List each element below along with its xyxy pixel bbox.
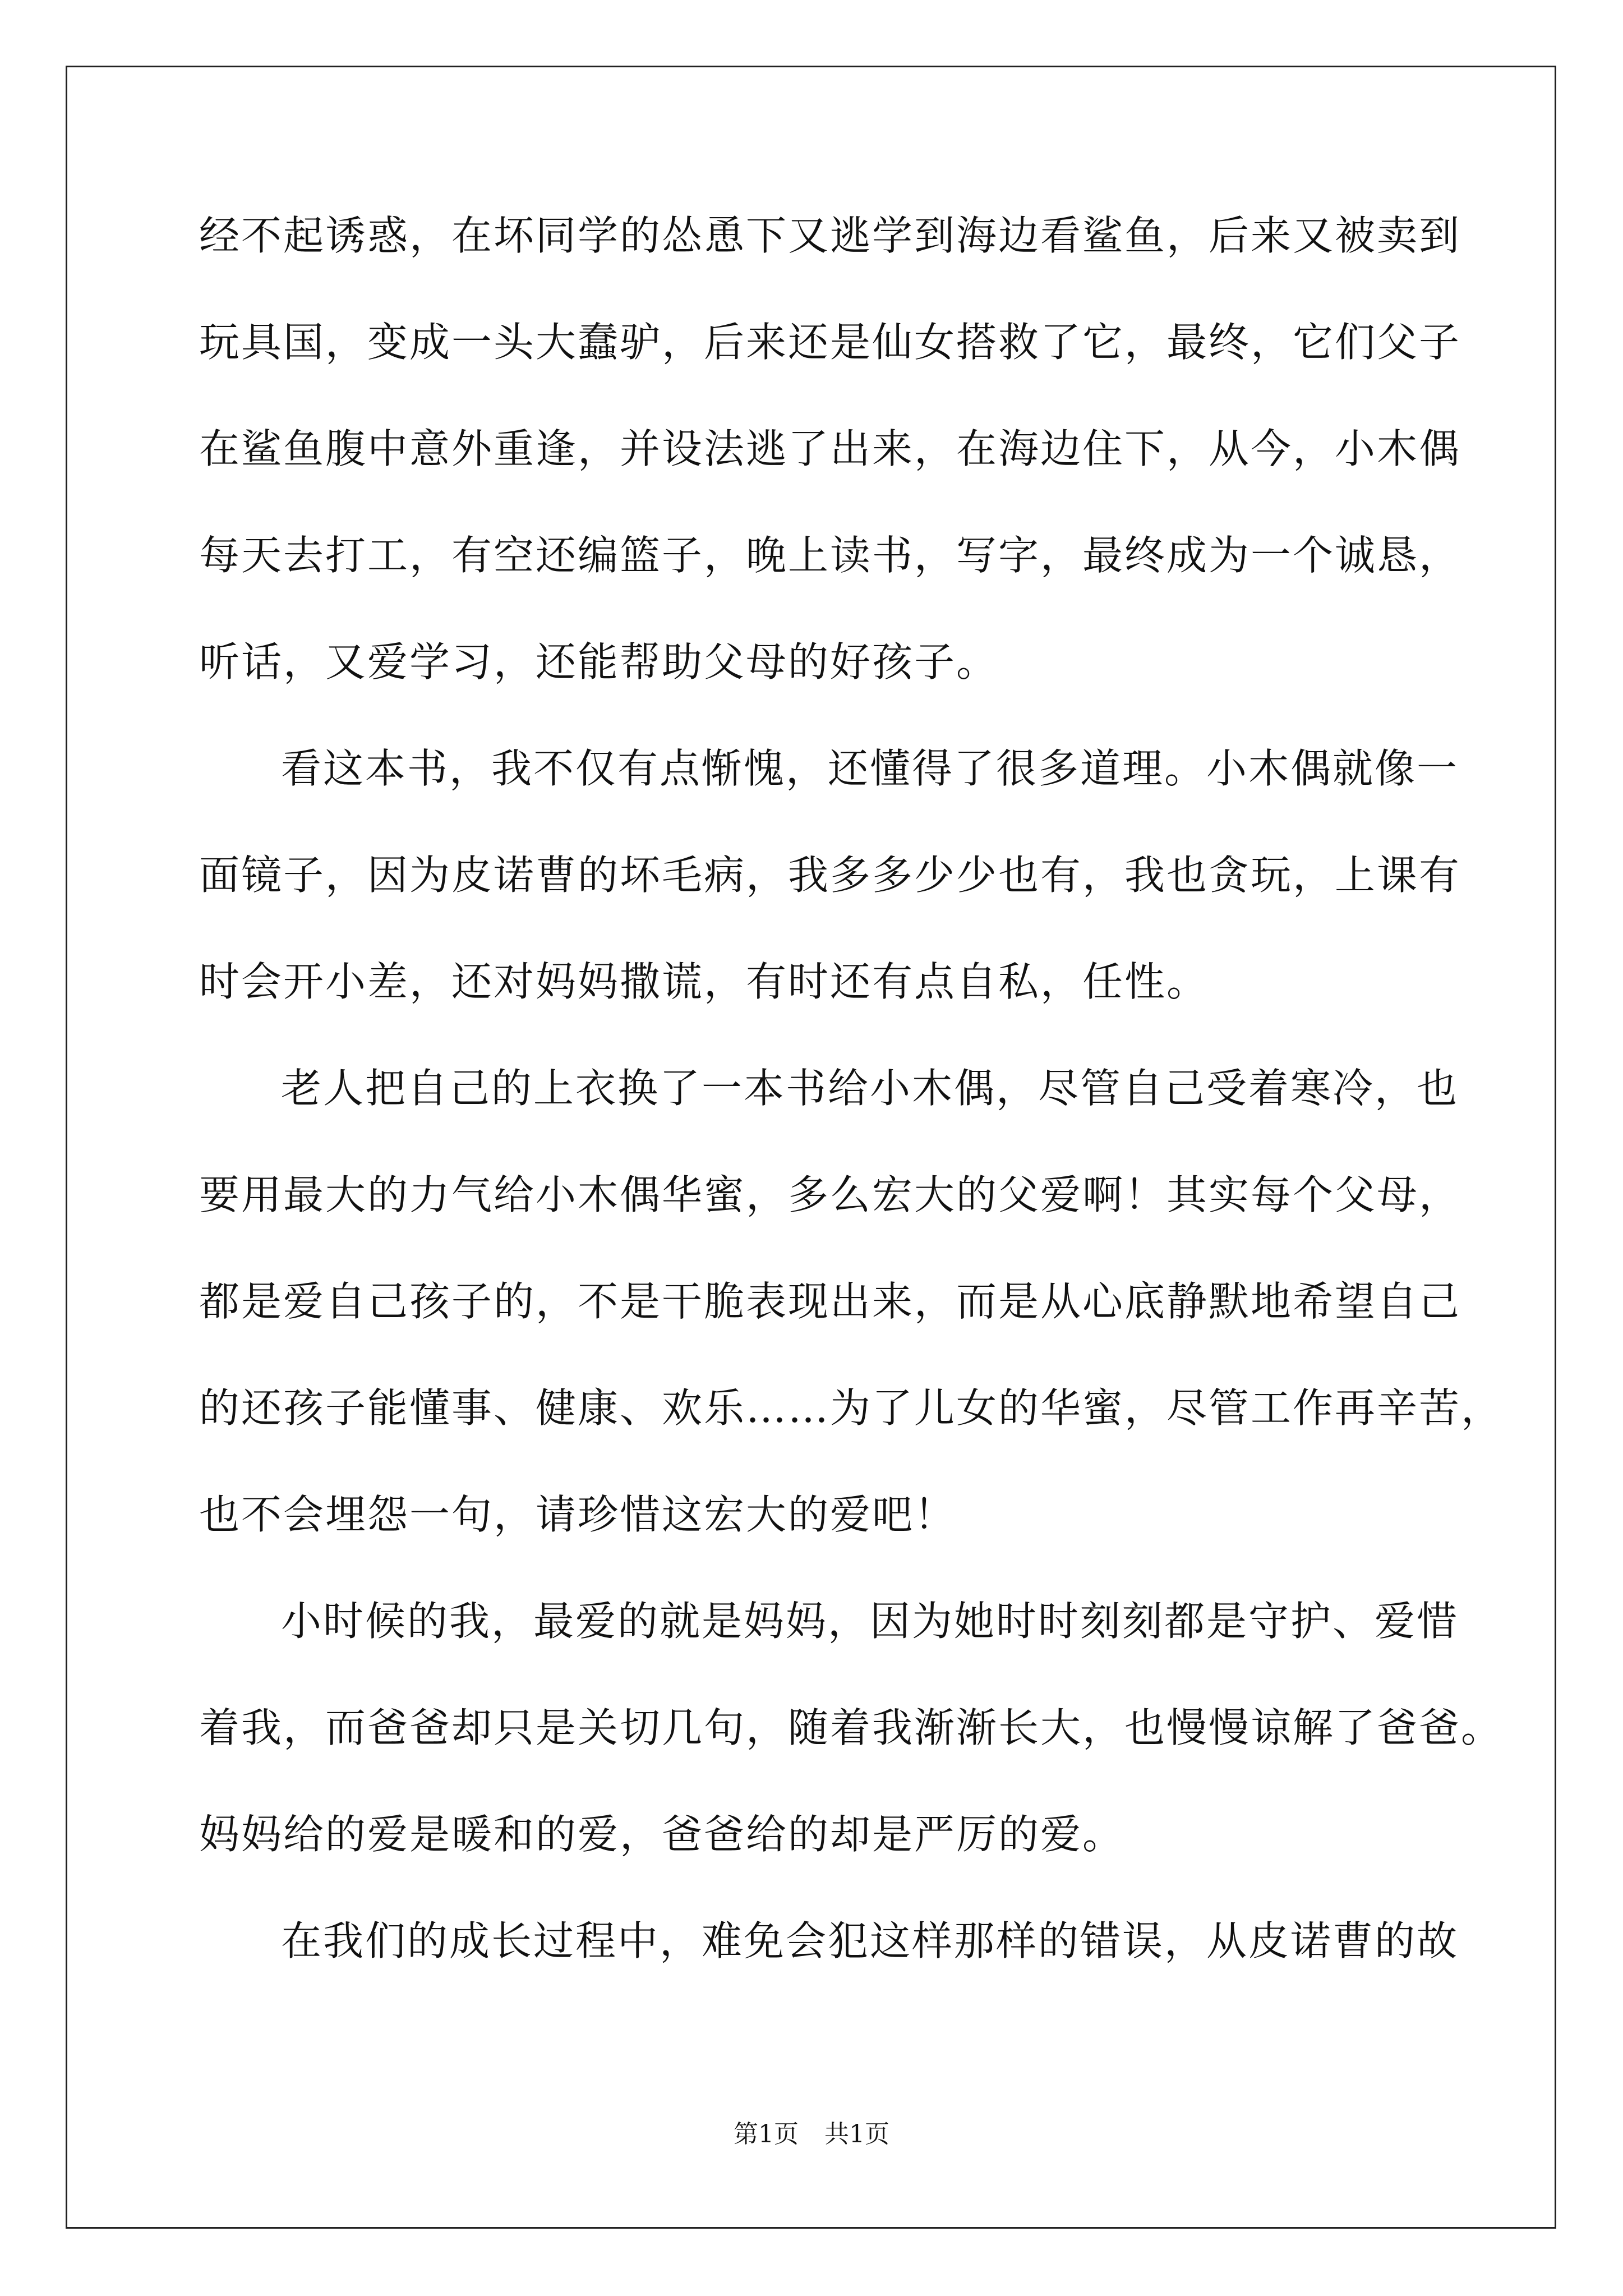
page-footer <box>0 2118 1623 2151</box>
text-line: 的还孩子能懂事、健康、欢乐……为了儿女的华蜜，尽管工作再辛苦， <box>199 1384 1504 1432</box>
text-line: 也不会埋怨一句，请珍惜这宏大的爱吧！ <box>199 1491 957 1538</box>
text-line: 每天去打工，有空还编篮子，晚上读书，写字，最终成为一个诚恳， <box>199 532 1461 579</box>
text-line: 面镜子，因为皮诺曹的坏毛病，我多多少少也有，我也贪玩，上课有 <box>199 852 1461 899</box>
text-line: 都是爱自己孩子的，不是干脆表现出来，而是从心底静默地希望自己 <box>199 1278 1461 1325</box>
paragraph-start: 看这本书，我不仅有点惭愧，还懂得了很多道理。小木偶就像一 <box>281 745 1459 792</box>
text-line: 听话，又爱学习，还能帮助父母的好孩子。 <box>199 638 999 685</box>
text-line: 时会开小差，还对妈妈撒谎，有时还有点自私，任性。 <box>199 958 1209 1005</box>
paragraph-start: 小时候的我，最爱的就是妈妈，因为她时时刻刻都是守护、爱惜 <box>281 1598 1459 1645</box>
text-line: 妈妈给的爱是暖和的爱，爸爸给的却是严厉的爱。 <box>199 1811 1125 1858</box>
page-border <box>66 66 1556 2229</box>
text-line: 经不起诱惑，在坏同学的怂恿下又逃学到海边看鲨鱼，后来又被卖到 <box>199 212 1461 259</box>
text-line: 在鲨鱼腹中意外重逢，并设法逃了出来，在海边住下，从今，小木偶 <box>199 425 1461 472</box>
page-number: 第1页 <box>734 2120 799 2148</box>
page-count: 共1页 <box>824 2120 889 2148</box>
text-line: 玩具国，变成一头大蠢驴，后来还是仙女搭救了它，最终，它们父子 <box>199 319 1461 366</box>
paragraph-start: 老人把自己的上衣换了一本书给小木偶，尽管自己受着寒冷，也 <box>281 1065 1459 1112</box>
text-line: 要用最大的力气给小木偶华蜜，多么宏大的父爱啊！其实每个父母， <box>199 1171 1461 1218</box>
text-line: 着我，而爸爸却只是关切几句，随着我渐渐长大，也慢慢谅解了爸爸。 <box>199 1704 1504 1751</box>
paragraph-start: 在我们的成长过程中，难免会犯这样那样的错误，从皮诺曹的故 <box>281 1917 1459 1964</box>
